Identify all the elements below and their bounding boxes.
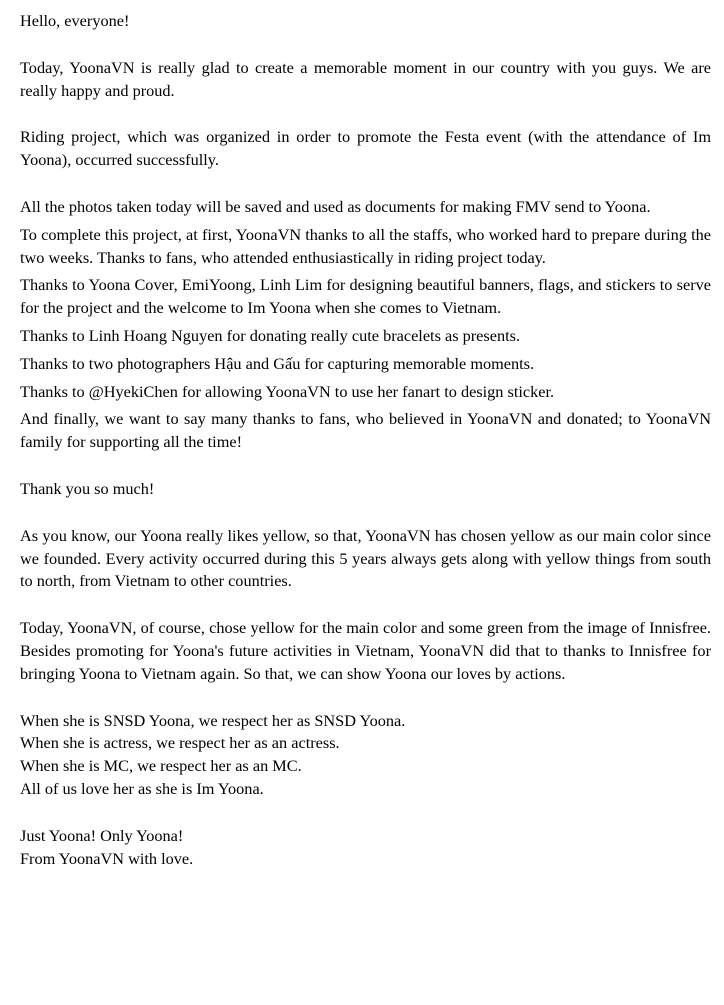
thanks-paragraph: Thanks to Linh Hoang Nguyen for donating really cute bracelets as presents. [20,325,521,345]
thanks-paragraph: All the photos taken today will be saved and used as documents for making FMV send to Yoona. [20,196,651,216]
thanks-section [20,196,711,454]
signature-line: From YoonaVN with love. [20,848,194,868]
thanks-paragraph: Thanks to Yoona Cover, EmiYoong, Linh Lim for designing beautiful banners, flags, and stickers to serve for the project and the welcome to Im Yoona when she comes to Vietnam. [20,275,711,318]
riding-project-paragraph: Riding project, which was organized in order to promote the Festa event (with the attendance of Im Yoona), occurred successfully. [20,127,711,170]
today-paragraph: Today, YoonaVN, of course, chose yellow for the main color and some green from the image of Innisfree. Besides promoting for Yoona's future activities in Vietnam, YoonaVN did that to thanks to Innisfree for bringing Yoona to Vietnam again. So that, we can show Yoona our loves by actions. [20,618,711,683]
thanks-paragraph: To complete this project, at first, YoonaVN thanks to all the staffs, who worked hard to prepare during the two weeks. Thanks to fans, who attended enthusiastically in riding project today. [20,224,711,267]
respect-line: When she is MC, we respect her as an MC. [20,756,302,776]
greeting-paragraph: Hello, everyone! [20,11,130,30]
respect-section [20,710,711,801]
intro-paragraph: Today, YoonaVN is really glad to create a memorable moment in our country with you guys. We are really happy and proud. [20,57,711,100]
thank-you-line: Thank you so much! [20,478,155,498]
thanks-paragraph: And finally, we want to say many thanks to fans, who believed in YoonaVN and donated; to YoonaVN family for supporting all the time! [20,409,711,452]
closing-section [20,825,711,871]
yellow-color-paragraph: As you know, our Yoona really likes yellow, so that, YoonaVN has chosen yellow as our main color since we founded. Every activity occurred during this 5 years always gets along with yellow things from south to north, from Vietnam to other countries. [20,525,711,591]
respect-line: When she is actress, we respect her as an actress. [20,733,340,753]
respect-line: When she is SNSD Yoona, we respect her as SNSD Yoona. [20,710,406,730]
letter-document [20,10,711,870]
thanks-paragraph: Thanks to two photographers Hậu and Gấu for capturing memorable moments. [20,353,535,373]
respect-line: All of us love her as she is Im Yoona. [20,778,264,798]
closing-line: Just Yoona! Only Yoona! [20,825,184,845]
thanks-paragraph: Thanks to @HyekiChen for allowing YoonaVN to use her fanart to design sticker. [20,381,555,401]
